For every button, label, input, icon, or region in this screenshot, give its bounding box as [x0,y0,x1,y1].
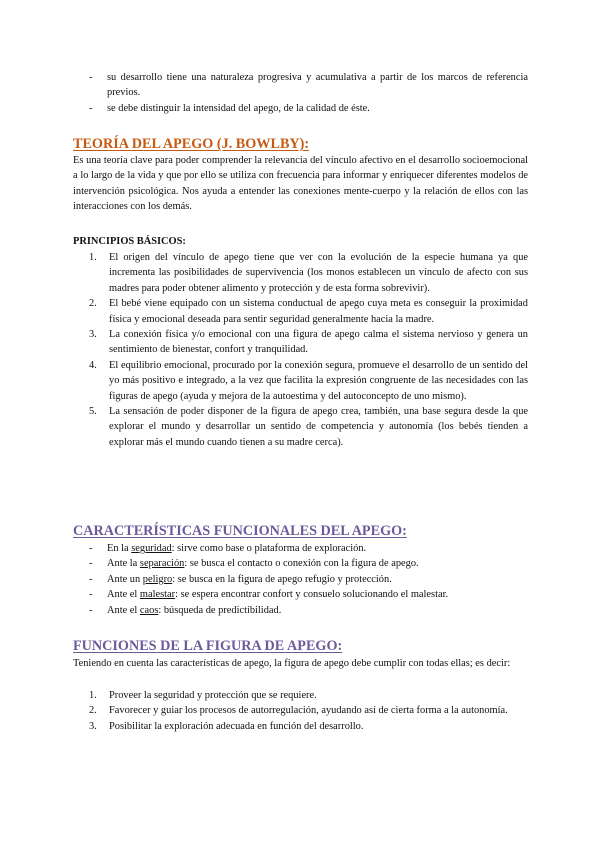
item-text: : se busca en la figura de apego refugio y protección. [172,573,392,585]
item-keyword: malestar [139,589,176,601]
item-text: Proveer la seguridad y protección que se requiere. [109,690,317,701]
bullet-dash: - [89,589,93,601]
list-item [73,70,528,101]
list-item [73,688,528,703]
bullet-text: se debe distinguir la intensidad del apego, de la calidad de éste. [107,102,370,114]
item-text: : se busca el contacto o conexión con la figura de apego. [184,558,419,570]
item-text: El origen del vínculo de apego tiene que ver con la evolución de la especie humana ya que incrementa las posibilidades de supervivencia (los monos establecen un vínculo de afecto con sus madres para poder obtener alimento y protección y de esta forma sobrevivir). [109,252,528,294]
bullet-dash: - [89,72,93,83]
item-keyword: caos [139,604,159,616]
item-prefix: En la [107,543,132,554]
list-item [73,719,528,734]
section-title-teoria: TEORÍA DEL APEGO (J. BOWLBY): [73,136,310,152]
list-item [73,404,528,450]
list-item [73,703,528,718]
item-number: 2. [89,298,97,310]
item-prefix: Ante un [107,573,143,585]
item-text: Posibilitar la exploración adecuada en función del desarrollo. [109,720,364,732]
item-text: : sirve como base o plataforma de exploración. [171,543,367,554]
list-item [73,587,528,602]
item-text: El bebé viene equipado con un sistema conductual de apego cuya meta es conseguir la proximidad física y emocional deseada para sentir seguridad generalmente hacia la madre. [109,298,528,325]
list-item [73,358,528,404]
item-text: : se espera encontrar confort y consuelo solucionando el malestar. [175,589,449,601]
item-keyword: seguridad [131,543,172,554]
item-keyword: separación [139,558,185,570]
item-number: 3. [89,329,97,341]
list-item [73,327,528,358]
list-item [73,541,528,556]
item-prefix: Ante el [107,589,140,601]
section-paragraph-teoria: Es una teoría clave para poder comprender la relevancia del vínculo afectivo en el desarrollo socioemocional a lo largo de la vida y que por ello se utiliza con frecuencia para informar y enriquecer diferentes modelos de intervención psicológica. Nos ayuda a entender las conexiones mente-cuerpo y la relación de ellos con las interacciones con los demás. [73,155,528,213]
list-item [73,101,528,116]
item-keyword: peligro [142,573,173,585]
section-paragraph-funciones: Teniendo en cuenta las características de apego, la figura de apego debe cumplir con todas ellas; es decir: [73,658,511,669]
list-item [73,296,528,327]
list-item [73,556,528,571]
list-item [73,603,528,618]
characteristics-list [73,541,528,618]
list-item [73,572,528,587]
bullet-dash: - [89,102,93,114]
bullet-text: su desarrollo tiene una naturaleza progresiva y acumulativa a partir de los marcos de referencia previos. [107,72,528,99]
item-number: 3. [89,720,97,732]
item-text: La conexión física y/o emocional con una figura de apego calma el sistema nervioso y genera un sentimiento de bienestar, confort y tranquilidad. [109,329,528,356]
bullet-dash: - [89,604,93,616]
item-number: 2. [89,705,97,717]
bullet-dash: - [89,558,93,570]
item-text: El equilibrio emocional, procurado por la conexión segura, promueve el desarrollo de un sentido del yo más positivo e integrado, a la vez que facilita la expresión congruente de las necesidades con las figuras de apego (ayuda y mejora de la autoestima y del autoconcepto de uno mismo). [109,359,528,402]
section-title-funciones: FUNCIONES DE LA FIGURA DE APEGO: [73,638,343,654]
item-number: 5. [89,406,97,418]
bullet-dash: - [89,573,93,585]
list-item [73,250,528,296]
subheading-principios: PRINCIPIOS BÁSICOS: [73,236,186,247]
principles-list [73,250,528,450]
item-text: La sensación de poder disponer de la figura de apego crea, también, una base segura desde la que explorar el mundo y desarrollar un sentido de competencia y autonomía (los bebés tienden a explorar más el mundo cuando tienen a su madre cerca). [109,406,528,448]
item-text: Favorecer y guiar los procesos de autorregulación, ayudando así de cierta forma a la autonomía. [109,705,508,717]
bullet-dash: - [89,543,93,554]
item-prefix: Ante la [107,558,140,570]
intro-bullet-list [73,70,528,116]
item-prefix: Ante el [107,604,140,616]
item-number: 4. [89,359,97,371]
item-number: 1. [89,690,97,701]
section-title-caracteristicas: CARACTERÍSTICAS FUNCIONALES DEL APEGO: [73,523,407,539]
functions-list [73,688,528,734]
item-text: : búsqueda de predictibilidad. [158,604,282,616]
item-number: 1. [89,252,97,263]
